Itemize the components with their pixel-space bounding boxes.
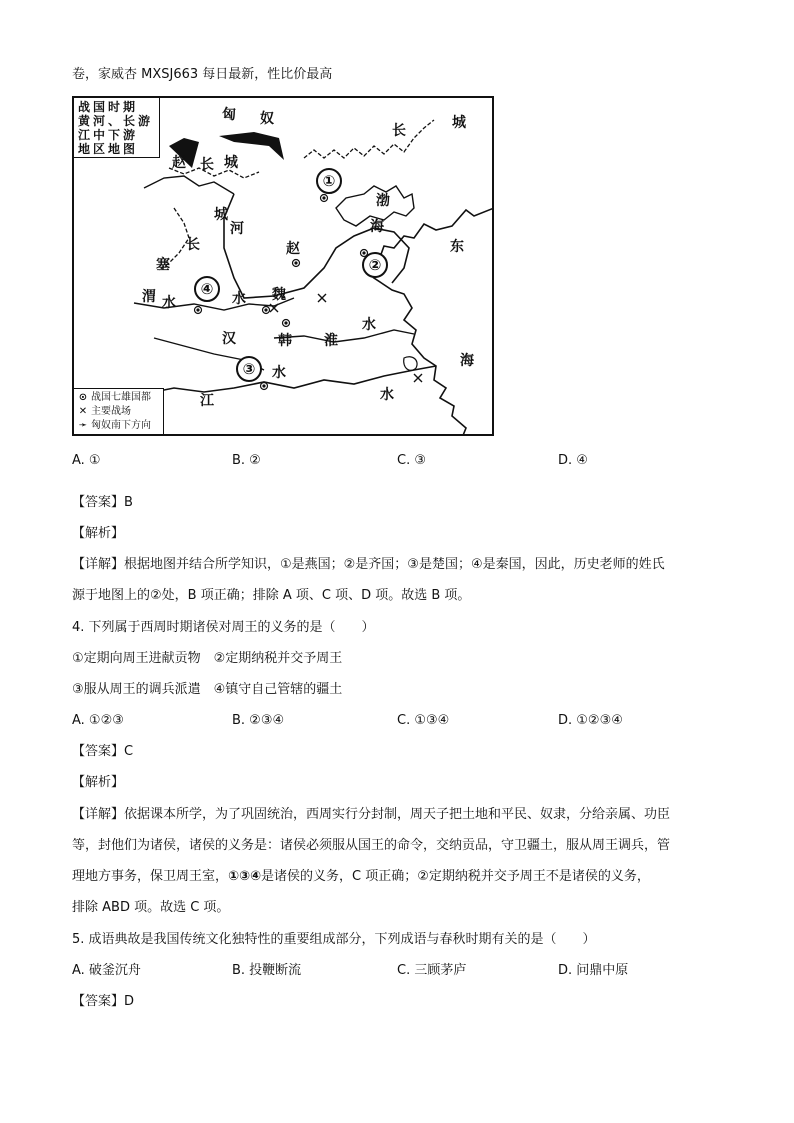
- label-huai: 淮: [324, 333, 338, 349]
- label-han-state: 韩: [278, 333, 292, 349]
- great-wall-north: [304, 120, 434, 158]
- map-legend: [74, 388, 164, 434]
- label-wei-state: 魏: [272, 287, 286, 303]
- q4-detail-3-part-c: 是诸侯的义务，C 项正确；②定期纳税并交予周王不是诸侯的义务，: [261, 869, 650, 884]
- lake: [404, 357, 417, 371]
- label-hai-north: 海: [370, 219, 384, 235]
- q3-option-b: B. ②: [232, 453, 261, 468]
- label-he-he: 河: [230, 221, 244, 237]
- marker-3: ③: [236, 356, 262, 382]
- arrow-icon: ➛: [78, 420, 88, 431]
- q4-detail-3-part-a: 理地方事务，保卫周王室，: [72, 869, 229, 884]
- q5-option-c: C. 三顾茅庐: [397, 963, 467, 978]
- label-shui-han: 水: [272, 365, 286, 381]
- map-title-line-4: 地区地图: [78, 142, 139, 156]
- q4-items-1: ①定期向周王进献贡物 ②定期纳税并交予周王: [72, 651, 343, 666]
- huai-river: [274, 330, 414, 342]
- legend-capital: 战国七雄国都: [91, 392, 151, 403]
- map-title-line-3: 江中下游: [78, 128, 139, 142]
- q4-stem: 4. 下列属于西周时期诸侯对周王的义务的是（ ）: [72, 620, 375, 635]
- q5-option-a: A. 破釜沉舟: [72, 963, 141, 978]
- label-changcheng-n1: 长: [200, 157, 214, 173]
- legend-battle: 主要战场: [91, 406, 131, 417]
- q3-option-a: A. ①: [72, 453, 101, 468]
- label-hai-east: 海: [460, 353, 474, 369]
- q4-detail-1: 【详解】依据课本所学，为了巩固统治，西周实行分封制，周天子把土地和平民、奴隶，分给亲属、功臣: [72, 807, 671, 822]
- q4-option-d: D. ①②③④: [558, 713, 623, 728]
- q5-option-b: B. 投鞭断流: [232, 963, 302, 978]
- q3-detail-2: 源于地图上的②处，B 项正确；排除 A 项、C 项、D 项。故选 B 项。: [72, 588, 471, 603]
- q5-stem: 5. 成语典故是我国传统文化独特性的重要组成部分，下列成语与春秋时期有关的是（ ）: [72, 932, 596, 947]
- q5-option-d: D. 问鼎中原: [558, 963, 629, 978]
- legend-xiongnu-move: 匈奴南下方向: [91, 420, 151, 431]
- q4-analysis: 【解析】: [72, 775, 125, 790]
- q4-option-b: B. ②③④: [232, 713, 285, 728]
- label-shui-jiang: 水: [380, 387, 394, 403]
- label-bo: 渤: [376, 193, 390, 209]
- label-wei-river-1: 渭: [142, 289, 156, 305]
- label-shui-mid: 水: [232, 291, 246, 307]
- label-changcheng-top-2: 城: [452, 115, 466, 131]
- map-title: [74, 98, 160, 158]
- label-chang: 长: [186, 237, 200, 253]
- label-shui-huai: 水: [362, 317, 376, 333]
- label-he-cheng: 城: [214, 207, 228, 223]
- label-wei-river-2: 水: [162, 295, 176, 311]
- upper-yellow-river: [144, 176, 234, 194]
- label-zhao-state: 赵: [286, 241, 300, 257]
- marker-4: ④: [194, 276, 220, 302]
- q3-option-c: C. ③: [397, 453, 426, 468]
- q4-detail-3-part-b: ①③④: [228, 869, 262, 884]
- q4-detail-4: 排除 ABD 项。故选 C 项。: [72, 900, 230, 915]
- q4-items-2: ③服从周王的调兵派遣 ④镇守自己管辖的疆土: [72, 682, 343, 697]
- q4-answer: 【答案】C: [72, 744, 134, 759]
- capital-icon: ⊙: [78, 392, 88, 403]
- marker-1: ①: [316, 168, 342, 194]
- label-sai: 塞: [156, 257, 170, 273]
- battle-markers: [270, 294, 422, 382]
- map-title-line-1: 战国时期: [78, 100, 139, 114]
- marker-2: ②: [362, 252, 388, 278]
- label-xiongnu-2: 奴: [260, 111, 274, 127]
- q5-answer: 【答案】D: [72, 994, 135, 1009]
- q3-detail-1: 【详解】根据地图并结合所学知识，①是燕国；②是齐国；③是楚国；④是秦国，因此，历史老师的姓氏: [72, 557, 665, 572]
- header-line: 卷，家威杏 MXSJ663 每日最新，性比价最高: [72, 67, 333, 82]
- label-zhao-north: 赵: [172, 155, 186, 171]
- label-han-river: 汉: [222, 331, 236, 347]
- q4-option-c: C. ①③④: [397, 713, 450, 728]
- label-xiongnu-1: 匈: [222, 107, 236, 123]
- map-title-line-2: 黄河、长游: [78, 114, 154, 128]
- q3-answer: 【答案】B: [72, 495, 133, 510]
- q4-detail-3: [72, 867, 650, 887]
- q3-analysis: 【解析】: [72, 526, 125, 541]
- q4-option-a: A. ①②③: [72, 713, 124, 728]
- warring-states-map: [72, 96, 494, 436]
- label-dong: 东: [450, 239, 464, 255]
- label-jiang: 江: [200, 393, 214, 409]
- label-changcheng-n2: 城: [224, 155, 238, 171]
- label-changcheng-top-1: 长: [392, 123, 406, 139]
- q4-detail-2: 等，封他们为诸侯，诸侯的义务是：诸侯必须服从国王的命令，交纳贡品，守卫疆土，服从周王调兵，管: [72, 838, 671, 853]
- q3-option-d: D. ④: [558, 453, 588, 468]
- battle-icon: ✕: [78, 406, 88, 417]
